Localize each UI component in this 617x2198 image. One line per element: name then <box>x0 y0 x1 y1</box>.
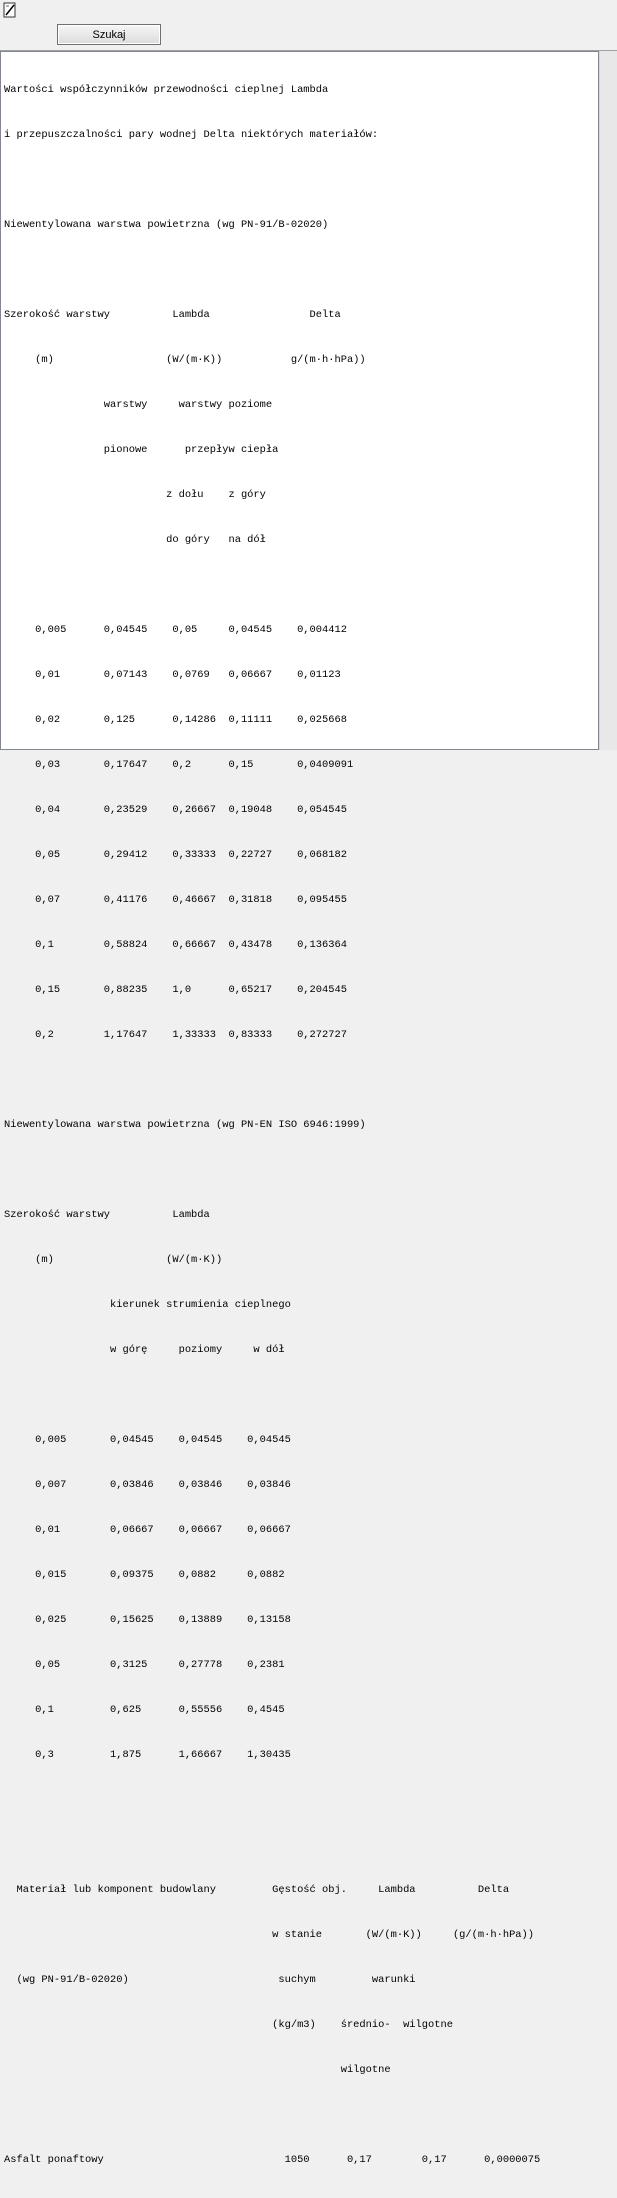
text-line: 0,05 0,29412 0,33333 0,22727 0,068182 <box>4 849 347 861</box>
text-line <box>4 1388 540 1403</box>
text-line: wilgotne <box>4 2064 391 2076</box>
text-line <box>4 578 540 593</box>
text-line <box>4 2108 540 2123</box>
text-line: Wartości współczynników przewodności cieplnej Lambda <box>4 84 329 96</box>
text-line <box>4 173 540 188</box>
text-line: warstwy warstwy poziome <box>4 399 273 411</box>
text-line: 0,02 0,125 0,14286 0,11111 0,025668 <box>4 714 347 726</box>
text-line: Asfalt ponaftowy 1050 0,17 0,17 0,0000075 <box>4 2154 541 2166</box>
text-line: Niewentylowana warstwa powietrzna (wg PN-EN ISO 6946:1999) <box>4 1119 366 1131</box>
text-line: i przepuszczalności pary wodnej Delta niektórych materiałów: <box>4 129 379 141</box>
text-content <box>4 53 540 2198</box>
text-line: (m) (W/(m·K)) <box>4 1254 223 1266</box>
toolbar <box>0 22 617 51</box>
text-line: Szerokość warstwy Lambda <box>4 1209 210 1221</box>
title-bar <box>0 0 617 22</box>
text-line: 0,1 0,58824 0,66667 0,43478 0,136364 <box>4 939 347 951</box>
text-line: 0,025 0,15625 0,13889 0,13158 <box>4 1614 291 1626</box>
text-line: 0,03 0,17647 0,2 0,15 0,0409091 <box>4 759 354 771</box>
text-line: 0,005 0,04545 0,05 0,04545 0,004412 <box>4 624 347 636</box>
document-edit-icon <box>2 2 18 18</box>
text-line: 0,04 0,23529 0,26667 0,19048 0,054545 <box>4 804 347 816</box>
text-line: (m) (W/(m·K)) g/(m·h·hPa)) <box>4 354 366 366</box>
text-line: 0,2 1,17647 1,33333 0,83333 0,272727 <box>4 1029 347 1041</box>
text-line: 0,015 0,09375 0,0882 0,0882 <box>4 1569 285 1581</box>
vertical-scrollbar[interactable] <box>599 51 617 750</box>
search-button[interactable]: Szukaj <box>57 24 161 45</box>
text-line: (wg PN-91/B-02020) suchym warunki <box>4 1974 416 1986</box>
text-line <box>4 1163 540 1178</box>
text-viewer[interactable] <box>0 51 599 2166</box>
text-line: Niewentylowana warstwa powietrzna (wg PN-91/B-02020) <box>4 219 329 231</box>
text-line: 0,15 0,88235 1,0 0,65217 0,204545 <box>4 984 347 996</box>
text-line: 0,07 0,41176 0,46667 0,31818 0,095455 <box>4 894 347 906</box>
text-line: 0,01 0,07143 0,0769 0,06667 0,01123 <box>4 669 341 681</box>
text-line: w górę poziomy w dół <box>4 1344 285 1356</box>
text-line: Szerokość warstwy Lambda Delta <box>4 309 341 321</box>
text-line: 0,3 1,875 1,66667 1,30435 <box>4 1749 291 1761</box>
text-line: Materiał lub komponent budowlany Gęstość obj. Lambda Delta <box>4 1884 510 1896</box>
text-line: (kg/m3) średnio- wilgotne <box>4 2019 453 2031</box>
text-line: 0,007 0,03846 0,03846 0,03846 <box>4 1479 291 1491</box>
text-line: w stanie (W/(m·K)) (g/(m·h·hPa)) <box>4 1929 535 1941</box>
text-line: kierunek strumienia cieplnego <box>4 1299 291 1311</box>
text-line: z dołu z góry <box>4 489 266 501</box>
text-line <box>4 1073 540 1088</box>
text-line: 0,05 0,3125 0,27778 0,2381 <box>4 1659 285 1671</box>
text-line <box>4 1838 540 1853</box>
text-line <box>4 263 540 278</box>
text-line <box>4 1793 540 1808</box>
text-line: 0,1 0,625 0,55556 0,4545 <box>4 1704 285 1716</box>
text-line: do góry na dół <box>4 534 266 546</box>
text-line: 0,005 0,04545 0,04545 0,04545 <box>4 1434 291 1446</box>
text-line: 0,01 0,06667 0,06667 0,06667 <box>4 1524 291 1536</box>
text-line: pionowe przepływ ciepła <box>4 444 279 456</box>
